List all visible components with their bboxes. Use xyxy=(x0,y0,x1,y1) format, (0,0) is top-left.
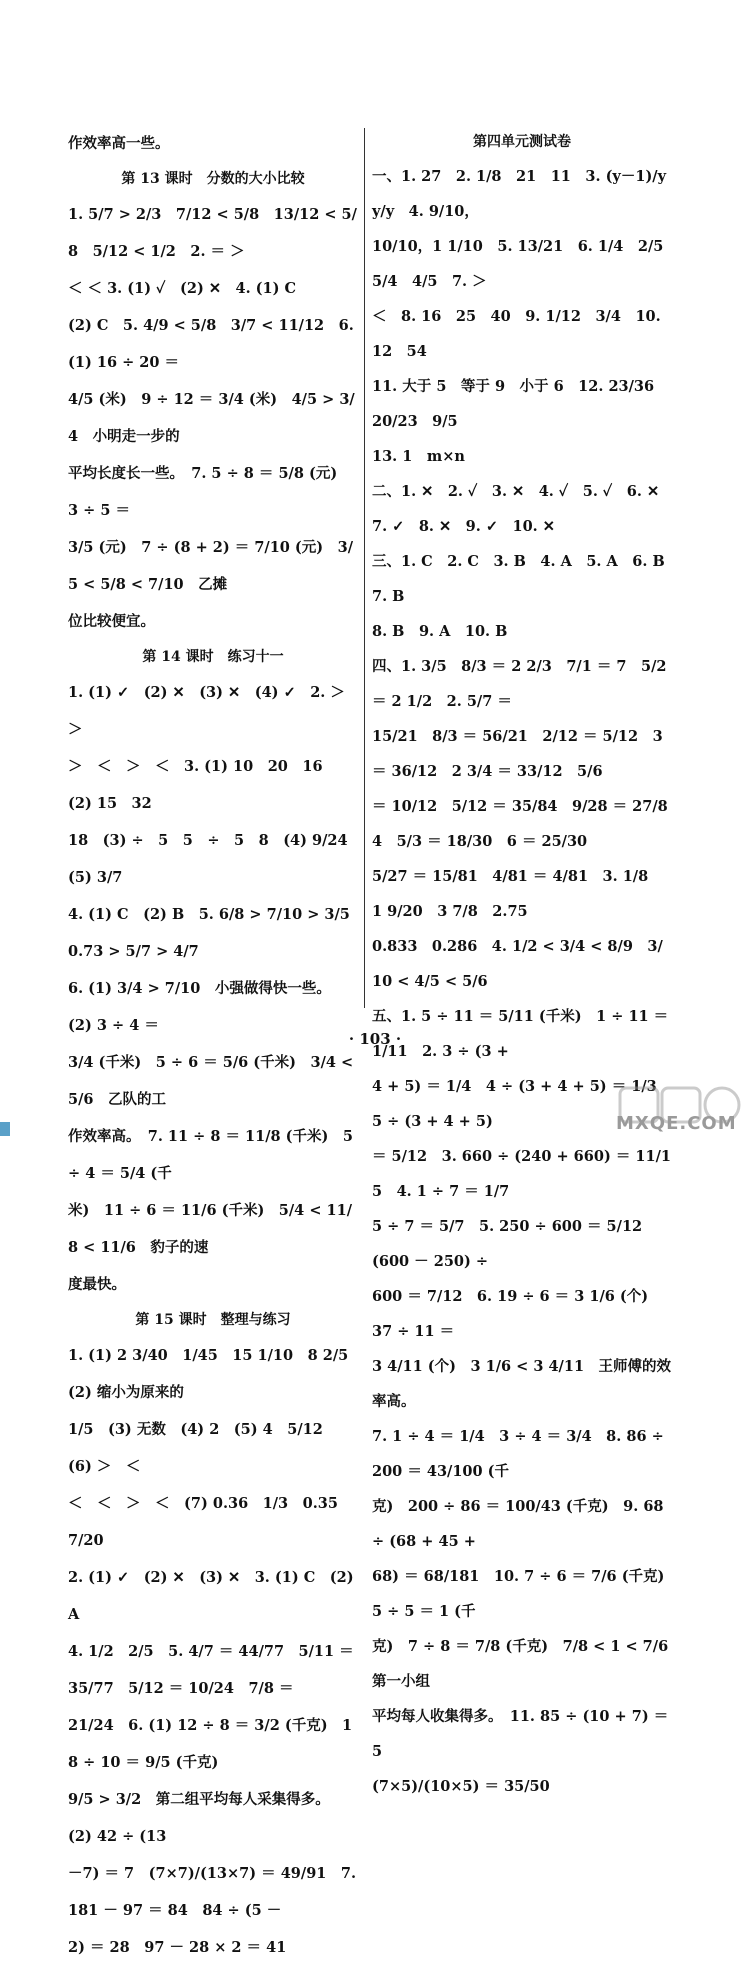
answer-line: 5/27 ＝ 15/81 4/81 ＝ 4/81 3. 1/8 1 9/20 3 7/8 2.75 xyxy=(372,868,663,920)
page-edge-mark xyxy=(0,1122,10,1136)
lesson-title: 第 14 课时 练习十一 xyxy=(142,649,284,665)
answer-line: 平均每人收集得多。 11. 85 ÷ (10 + 7) ＝ 5 xyxy=(372,1708,669,1760)
watermark-site: MXQE.COM xyxy=(616,1113,737,1134)
answer-line: 作效率高。 7. 11 ÷ 8 ＝ 11/8 (千米) 5 ÷ 4 ＝ 5/4 (千 xyxy=(68,1128,353,1182)
answer-line: 1. (1) ✓ (2) ✕ (3) ✕ (4) ✓ 2. ＞ ＞ xyxy=(68,684,345,738)
lesson-title: 第 15 课时 整理与练习 xyxy=(135,1312,291,1328)
answer-line: 18 (3) ÷ 5 5 ÷ 5 8 (4) 9/24 (5) 3/7 xyxy=(68,832,363,886)
answer-line: 五、1. 5 ÷ 11 ＝ 5/11 (千米) 1 ÷ 11 ＝ 1/11 2. 3 ÷ (3 + xyxy=(372,1008,669,1060)
answer-line: 1. (1) 2 3/40 1/45 15 1/10 8 2/5 (2) 缩小为原来的 xyxy=(68,1347,363,1401)
answer-line: ＝ 5/12 3. 660 ÷ (240 + 660) ＝ 11/15 4. 1 ÷ 7 ＝ 1/7 xyxy=(372,1148,671,1200)
unit-test-title: 第四单元测试卷 xyxy=(473,134,571,150)
answer-line: 4. 1/2 2/5 5. 4/7 ＝ 44/77 5/11 ＝ 35/77 5/12 ＝ 10/24 7/8 ＝ xyxy=(68,1643,354,1697)
left-intro: 作效率高一些。 xyxy=(68,135,170,152)
answer-line: 度最快。 xyxy=(68,1276,126,1293)
answer-line: 米) 11 ÷ 6 ＝ 11/6 (千米) 5/4 < 11/8 < 11/6 豹子的速 xyxy=(68,1202,352,1256)
answer-line: (7×5)/(10×5) ＝ 35/50 xyxy=(372,1778,550,1795)
answer-line: 21/24 6. (1) 12 ÷ 8 ＝ 3/2 (千克) 18 ÷ 10 ＝ 9/5 (千克) xyxy=(68,1717,353,1771)
answer-line: 8. B 9. A 10. B xyxy=(372,623,508,640)
answer-line: ＜ ＜ ＞ ＜ (7) 0.36 1/3 0.35 7/20 xyxy=(68,1495,353,1549)
answer-line: 1/5 (3) 无数 (4) 2 (5) 4 5/12 (6) ＞ ＜ xyxy=(68,1421,338,1475)
answer-line: (2) C 5. 4/9 < 5/8 3/7 < 11/12 6. (1) 16 ÷ 20 ＝ xyxy=(68,317,354,371)
answer-line: 2) ＝ 28 97 － 28 × 2 ＝ 41 xyxy=(68,1939,287,1956)
answer-line: 600 ＝ 7/12 6. 19 ÷ 6 ＝ 3 1/6 (个) 37 ÷ 11 ＝ xyxy=(372,1288,663,1340)
answer-line: 3/5 (元) 7 ÷ (8 + 2) ＝ 7/10 (元) 3/5 < 5/8 < 7/10 乙摊 xyxy=(68,539,354,593)
answer-line: ＞ ＜ ＞ ＜ 3. (1) 10 20 16 (2) 15 32 xyxy=(68,758,338,812)
answer-line: 1. 5/7 > 2/3 7/12 < 5/8 13/12 < 5/8 5/12 < 1/2 2. ＝ ＞ xyxy=(68,206,357,260)
lesson-section xyxy=(68,1309,363,1966)
answer-line: 10/10，1 1/10 5. 13/21 6. 1/4 2/5 5/4 4/5 7. ＞ xyxy=(372,238,678,290)
answer-line: 9/5 > 3/2 第二组平均每人采集得多。 (2) 42 ÷ (13 xyxy=(68,1791,337,1845)
answer-line: 3/4 (千米) 5 ÷ 6 ＝ 5/6 (千米) 3/4 < 5/6 乙队的工 xyxy=(68,1054,354,1108)
left-sections xyxy=(68,168,365,1966)
answer-line: ＜ ＜ 3. (1) ✓ (2) ✕ 4. (1) C xyxy=(68,280,297,297)
answer-line: ＝ 10/12 5/12 ＝ 35/84 9/28 ＝ 27/84 5/3 ＝ 18/30 6 ＝ 25/30 xyxy=(372,798,668,850)
answer-line: 13. 1 m×n xyxy=(372,448,465,465)
answer-line: 4. (1) C (2) B 5. 6/8 > 7/10 > 3/5 0.73 > 5/7 > 4/7 xyxy=(68,906,365,960)
lesson-section xyxy=(68,646,365,1303)
answer-line: 平均长度长一些。 7. 5 ÷ 8 ＝ 5/8 (元) 3 ÷ 5 ＝ xyxy=(68,465,352,519)
answer-line: 一、1. 27 2. 1/8 21 11 3. (y－1)/y y/y 4. 9/10， xyxy=(372,168,681,220)
answer-line: 4 + 5) ＝ 1/4 4 ÷ (3 + 4 + 5) ＝ 1/3 5 ÷ (3 + 4 + 5) xyxy=(372,1078,672,1130)
answer-line: 15/21 8/3 ＝ 56/21 2/12 ＝ 5/12 3 ＝ 36/12 2 3/4 ＝ 33/12 5/6 xyxy=(372,728,663,780)
answer-line: 克) 7 ÷ 8 ＝ 7/8 (千克) 7/8 < 1 < 7/6 第一小组 xyxy=(372,1638,683,1690)
answer-line: 7. ✓ 8. ✕ 9. ✓ 10. ✕ xyxy=(372,518,555,535)
answer-line: 5 ÷ 7 ＝ 5/7 5. 250 ÷ 600 ＝ 5/12 (600 － 250) ÷ xyxy=(372,1218,657,1270)
answer-line: 68) ＝ 68/181 10. 7 ÷ 6 ＝ 7/6 (千克) 5 ÷ 5 ＝ 1 (千 xyxy=(372,1568,679,1620)
answer-line: 0.833 0.286 4. 1/2 < 3/4 < 8/9 3/10 < 4/5 < 5/6 xyxy=(372,938,663,990)
answer-line: 4/5 (米) 9 ÷ 12 ＝ 3/4 (米) 4/5 > 3/4 小明走一步的 xyxy=(68,391,355,445)
page-number: · 103 · xyxy=(348,1030,402,1048)
answer-line: 二、1. ✕ 2. ✓ 3. ✕ 4. ✓ 5. ✓ 6. ✕ xyxy=(372,483,660,500)
answer-line: 7. 1 ÷ 4 ＝ 1/4 3 ÷ 4 ＝ 3/4 8. 86 ÷ 200 ＝ 43/100 (千 xyxy=(372,1428,664,1480)
column-divider xyxy=(364,128,365,1008)
lesson-section xyxy=(68,168,358,640)
answer-line: 2. (1) ✓ (2) ✕ (3) ✕ 3. (1) C (2) A xyxy=(68,1569,354,1623)
lesson-title: 第 13 课时 分数的大小比较 xyxy=(121,171,305,187)
answer-line: 三、1. C 2. C 3. B 4. A 5. A 6. B 7. B xyxy=(372,553,680,605)
answer-line: －7) ＝ 7 (7×7)/(13×7) ＝ 49/91 7. 181 － 97 ＝ 84 84 ÷ (5 － xyxy=(68,1865,357,1919)
answer-line: 四、1. 3/5 8/3 ＝ 2 2/3 7/1 ＝ 7 5/2 ＝ 2 1/2 2. 5/7 ＝ xyxy=(372,658,667,710)
answer-line: 位比较便宜。 xyxy=(68,613,155,630)
answer-line: ＜ 8. 16 25 40 9. 1/12 3/4 10. 12 54 xyxy=(372,308,661,360)
answer-line: 克) 200 ÷ 86 ＝ 100/43 (千克) 9. 68 ÷ (68 + 45 + xyxy=(372,1498,664,1550)
answer-line: 6. (1) 3/4 > 7/10 小强做得快一些。 (2) 3 ÷ 4 ＝ xyxy=(68,980,339,1034)
answer-line: 3 4/11 (个) 3 1/6 < 3 4/11 王师傅的效率高。 xyxy=(372,1358,672,1410)
answer-line: 11. 大于 5 等于 9 小于 6 12. 23/36 20/23 9/5 xyxy=(372,378,669,430)
